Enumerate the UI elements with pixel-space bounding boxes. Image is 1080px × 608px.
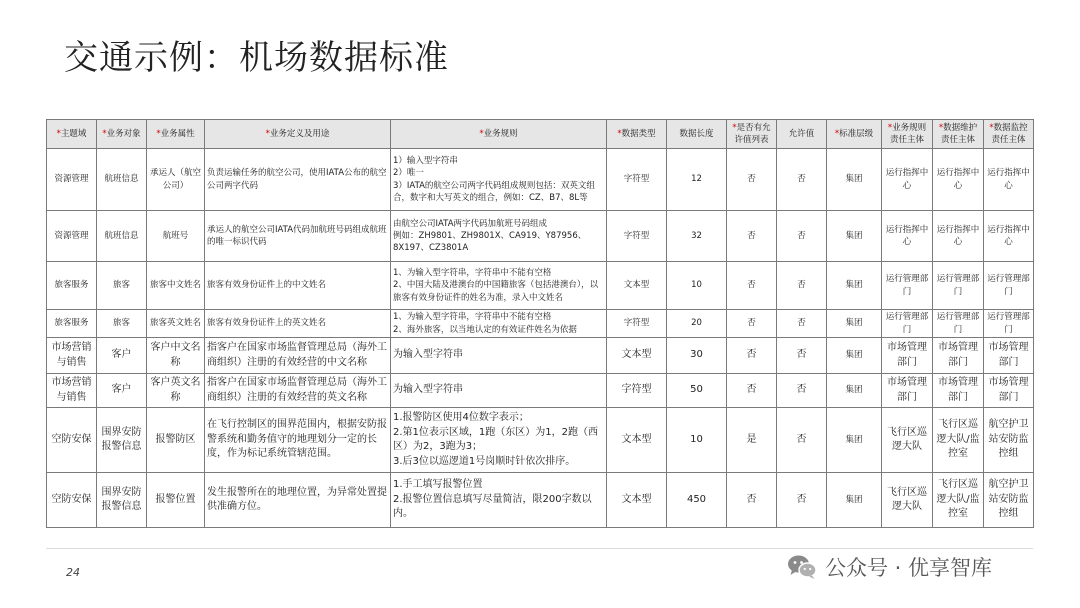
cell-domain: 市场营销与销售 [47, 374, 97, 408]
cell-attribute: 客户中文名称 [147, 338, 205, 374]
cell-definition: 负责运输任务的航空公司，使用IATA公布的航空公司两字代码 [205, 149, 391, 211]
cell-allowed: 否 [777, 473, 827, 528]
column-header-type: *数据类型 [607, 120, 667, 149]
cell-maint-owner: 运行管理部门 [933, 310, 984, 338]
cell-type: 文本型 [607, 262, 667, 310]
cell-maint-owner: 飞行区巡逻大队/监控室 [933, 408, 984, 473]
page-number: 24 [66, 566, 80, 579]
table-row [47, 211, 1034, 262]
cell-rule-owner: 运行指挥中心 [882, 149, 933, 211]
cell-level: 集团 [827, 211, 882, 262]
cell-monitor-owner: 市场管理部门 [984, 338, 1034, 374]
column-header-rule-owner: *业务规则责任主体 [882, 120, 933, 149]
cell-length: 30 [667, 338, 727, 374]
cell-type: 字符型 [607, 149, 667, 211]
bottom-divider [46, 548, 1033, 549]
cell-attribute: 客户英文名称 [147, 374, 205, 408]
table-row [47, 408, 1034, 473]
cell-object: 客户 [97, 374, 147, 408]
cell-rules: 1）输入型字符串 2）唯一 3）IATA的航空公司两字代码组成规则包括：双英文组合，数字和大写英文的组合，例如：CZ、B7、8L等 [391, 149, 607, 211]
cell-maint-owner: 市场管理部门 [933, 374, 984, 408]
cell-object: 旅客 [97, 310, 147, 338]
cell-object: 旅客 [97, 262, 147, 310]
page-title: 交通示例：机场数据标准 [64, 38, 449, 78]
cell-monitor-owner: 运行管理部门 [984, 262, 1034, 310]
cell-rules: 1、为输入型字符串，字符串中不能有空格 2、中国大陆及港澳台的中国籍旅客（包括港澳台），以旅客有效身份证件的姓名为准，录入中文姓名 [391, 262, 607, 310]
cell-allowed: 否 [777, 408, 827, 473]
cell-rule-owner: 飞行区巡逻大队 [882, 473, 933, 528]
cell-type: 字符型 [607, 310, 667, 338]
cell-rules: 1、为输入型字符串，字符串中不能有空格 2、海外旅客，以当地认定的有效证件姓名为依据 [391, 310, 607, 338]
cell-domain: 空防安保 [47, 473, 97, 528]
cell-level: 集团 [827, 374, 882, 408]
cell-length: 10 [667, 408, 727, 473]
cell-length: 20 [667, 310, 727, 338]
cell-domain: 空防安保 [47, 408, 97, 473]
cell-level: 集团 [827, 262, 882, 310]
cell-object: 航班信息 [97, 149, 147, 211]
cell-allowed: 否 [777, 310, 827, 338]
cell-domain: 旅客服务 [47, 310, 97, 338]
cell-has-list: 否 [727, 149, 777, 211]
cell-definition: 指客户在国家市场监督管理总局（海外工商组织）注册的有效经营的英文名称 [205, 374, 391, 408]
column-header-has-list: *是否有允许值列表 [727, 120, 777, 149]
cell-object: 围界安防报警信息 [97, 408, 147, 473]
cell-monitor-owner: 航空护卫站安防监控组 [984, 473, 1034, 528]
cell-maint-owner: 运行指挥中心 [933, 211, 984, 262]
cell-attribute: 报警位置 [147, 473, 205, 528]
cell-has-list: 否 [727, 473, 777, 528]
data-standard-table-container [46, 119, 1033, 528]
cell-object: 客户 [97, 338, 147, 374]
cell-domain: 资源管理 [47, 149, 97, 211]
cell-object: 航班信息 [97, 211, 147, 262]
cell-definition: 旅客有效身份证件上的中文姓名 [205, 262, 391, 310]
cell-rule-owner: 运行管理部门 [882, 310, 933, 338]
table-row [47, 338, 1034, 374]
cell-rule-owner: 运行指挥中心 [882, 211, 933, 262]
cell-domain: 市场营销与销售 [47, 338, 97, 374]
column-header-domain: *主题域 [47, 120, 97, 149]
cell-maint-owner: 运行指挥中心 [933, 149, 984, 211]
column-header-length: 数据长度 [667, 120, 727, 149]
cell-has-list: 否 [727, 338, 777, 374]
cell-rules: 1.报警防区使用4位数字表示； 2.第1位表示区域，1跑（东区）为1，2跑（西区）为2，3跑为3； 3.后3位以巡逻道1号岗顺时针依次排序。 [391, 408, 607, 473]
cell-rules: 由航空公司IATA两字代码加航班号码组成 例如：ZH9801、ZH9801X、CA919、Y87956、8X197、CZ3801A [391, 211, 607, 262]
cell-length: 10 [667, 262, 727, 310]
table-row [47, 310, 1034, 338]
cell-length: 50 [667, 374, 727, 408]
cell-type: 文本型 [607, 338, 667, 374]
column-header-allowed: 允许值 [777, 120, 827, 149]
cell-definition: 承运人的航空公司IATA代码加航班号码组成航班的唯一标识代码 [205, 211, 391, 262]
table-row [47, 262, 1034, 310]
table-row [47, 149, 1034, 211]
column-header-monitor-owner: *数据监控责任主体 [984, 120, 1034, 149]
column-header-definition: *业务定义及用途 [205, 120, 391, 149]
cell-allowed: 否 [777, 262, 827, 310]
column-header-attribute: *业务属性 [147, 120, 205, 149]
cell-rule-owner: 飞行区巡逻大队 [882, 408, 933, 473]
cell-length: 450 [667, 473, 727, 528]
cell-definition: 旅客有效身份证件上的英文姓名 [205, 310, 391, 338]
cell-has-list: 是 [727, 408, 777, 473]
cell-allowed: 否 [777, 374, 827, 408]
cell-maint-owner: 市场管理部门 [933, 338, 984, 374]
cell-length: 12 [667, 149, 727, 211]
cell-attribute: 旅客中文姓名 [147, 262, 205, 310]
cell-monitor-owner: 运行指挥中心 [984, 149, 1034, 211]
table-row [47, 473, 1034, 528]
cell-type: 字符型 [607, 211, 667, 262]
cell-allowed: 否 [777, 149, 827, 211]
cell-level: 集团 [827, 408, 882, 473]
cell-rule-owner: 市场管理部门 [882, 338, 933, 374]
cell-monitor-owner: 市场管理部门 [984, 374, 1034, 408]
cell-rules: 为输入型字符串 [391, 374, 607, 408]
table-row [47, 374, 1034, 408]
cell-level: 集团 [827, 338, 882, 374]
cell-length: 32 [667, 211, 727, 262]
cell-type: 文本型 [607, 473, 667, 528]
cell-attribute: 航班号 [147, 211, 205, 262]
wechat-icon [787, 554, 817, 580]
cell-allowed: 否 [777, 211, 827, 262]
cell-monitor-owner: 运行管理部门 [984, 310, 1034, 338]
data-standard-table [46, 119, 1034, 528]
cell-object: 围界安防报警信息 [97, 473, 147, 528]
cell-domain: 旅客服务 [47, 262, 97, 310]
watermark-text: 公众号 · 优享智库 [825, 556, 993, 580]
column-header-level: *标准层级 [827, 120, 882, 149]
cell-rules: 1.手工填写报警位置 2.报警位置信息填写尽量简洁，限200字数以内。 [391, 473, 607, 528]
cell-has-list: 否 [727, 310, 777, 338]
cell-domain: 资源管理 [47, 211, 97, 262]
cell-maint-owner: 飞行区巡逻大队/监控室 [933, 473, 984, 528]
column-header-object: *业务对象 [97, 120, 147, 149]
cell-definition: 在飞行控制区的围界范围内，根据安防报警系统和勤务值守的地理划分一定的长度，作为标记系统管辖范围。 [205, 408, 391, 473]
cell-type: 文本型 [607, 408, 667, 473]
cell-has-list: 否 [727, 211, 777, 262]
cell-level: 集团 [827, 149, 882, 211]
cell-rule-owner: 市场管理部门 [882, 374, 933, 408]
cell-type: 字符型 [607, 374, 667, 408]
cell-attribute: 承运人（航空公司） [147, 149, 205, 211]
table-header-row [47, 120, 1034, 149]
cell-rule-owner: 运行管理部门 [882, 262, 933, 310]
cell-maint-owner: 运行管理部门 [933, 262, 984, 310]
cell-rules: 为输入型字符串 [391, 338, 607, 374]
cell-has-list: 否 [727, 374, 777, 408]
cell-monitor-owner: 航空护卫站安防监控组 [984, 408, 1034, 473]
cell-definition: 指客户在国家市场监督管理总局（海外工商组织）注册的有效经营的中文名称 [205, 338, 391, 374]
cell-attribute: 旅客英文姓名 [147, 310, 205, 338]
cell-definition: 发生报警所在的地理位置，为异常处置提供准确方位。 [205, 473, 391, 528]
cell-has-list: 否 [727, 262, 777, 310]
cell-attribute: 报警防区 [147, 408, 205, 473]
column-header-maint-owner: *数据维护责任主体 [933, 120, 984, 149]
cell-allowed: 否 [777, 338, 827, 374]
cell-level: 集团 [827, 310, 882, 338]
column-header-rules: *业务规则 [391, 120, 607, 149]
cell-monitor-owner: 运行指挥中心 [984, 211, 1034, 262]
watermark [787, 552, 992, 582]
cell-level: 集团 [827, 473, 882, 528]
